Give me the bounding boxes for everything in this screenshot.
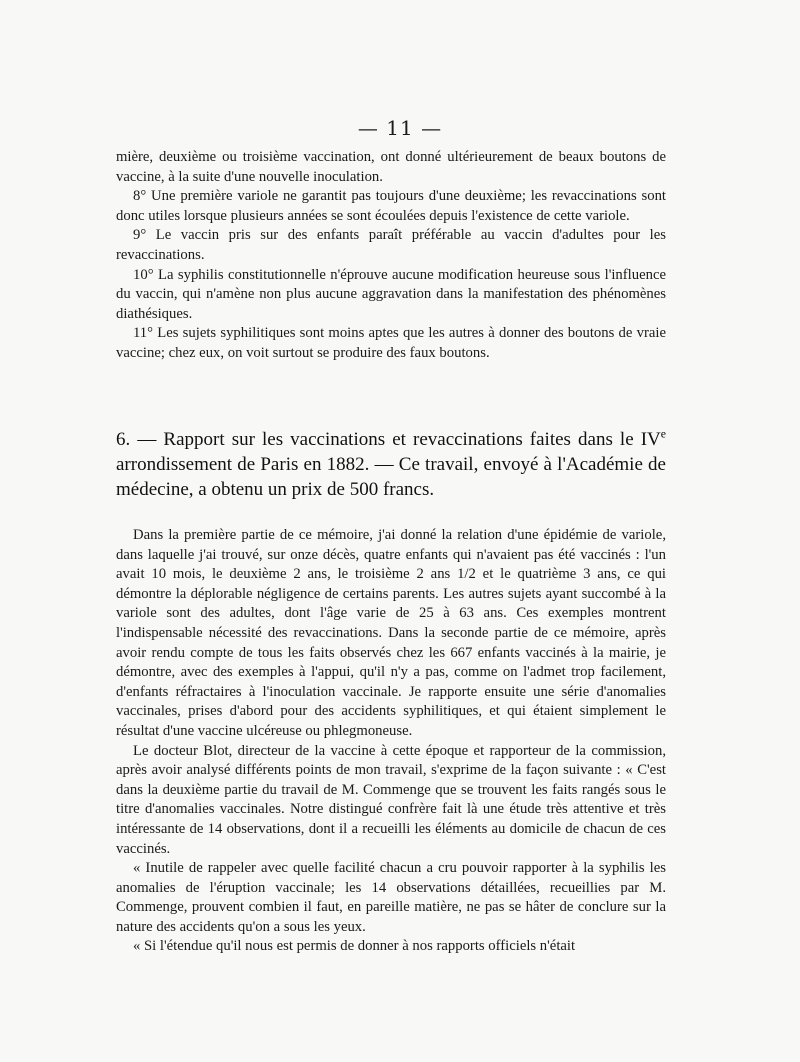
- body-paragraph-4: « Si l'étendue qu'il nous est permis de donner à nos rapports officiels n'était: [133, 938, 576, 955]
- body-section: [116, 526, 666, 957]
- section-title-start: Rapport sur les vaccinations et revaccinations faites dans le: [163, 429, 641, 450]
- body-paragraph-3: « Inutile de rappeler avec quelle facilité chacun a cru pouvoir rapporter à la syphilis les anomalies de l'éruption vaccinale; les 14 observations détaillées, recueillies par M. Commenge, prouvent combien il faut, en pareille matière, ne pas se hâter de conclure sur la nature des accidents qu'on a sous les yeux.: [116, 860, 666, 935]
- paragraph-continuation: mière, deuxième ou troisième vaccination, ont donné ultérieurement de beaux boutons de vaccine, à la suite d'une nouvelle inoculation.: [116, 149, 666, 185]
- section-number: 6.: [116, 429, 131, 450]
- page-number: — 11 —: [357, 116, 443, 140]
- paragraph-item-10: 10° La syphilis constitutionnelle n'éprouve aucune modification heureuse sous l'influence du vaccin, qui n'amène non plus aucune aggravation dans la manifestation des phénomènes diathésiques.: [116, 266, 666, 322]
- section-dash: —: [137, 429, 157, 450]
- paragraph-item-11: 11° Les sujets syphilitiques sont moins aptes que les autres à donner des boutons de vraie vaccine; chez eux, on voit surtout se produire des faux boutons.: [116, 325, 666, 361]
- section-heading-block: [116, 427, 666, 502]
- section-title-end: arrondissement de Paris en 1882. — Ce travail, envoyé à l'Académie de médecine, a obtenu un prix de 500 francs.: [116, 454, 666, 500]
- section-heading: [116, 427, 666, 502]
- body-paragraph-1: Dans la première partie de ce mémoire, j'ai donné la relation d'une épidémie de variole, dans laquelle j'ai trouvé, sur onze décès, quatre enfants qui n'avaient pas été vaccinés : l'un avait 10 mois, le deuxième 2 ans, le troisième 2 ans 1/2 et le quatrième 3 ans, ce qui démontre la déplorable négligence de certains parents. Les autres sujets ayant succombé à la variole sont des adultes, dont l'âge varie de 25 à 63 ans. Ces exemples montrent l'indispensable nécessité des revaccinations. Dans la seconde partie de ce mémoire, après avoir rendu compte de tous les faits observés chez les 667 enfants vaccinés à la mairie, je démontre, avec des exemples à l'appui, qu'il n'y a pas, comme on l'admet trop facilement, d'enfants réfractaires à l'inoculation vaccinale. Je rapporte ensuite une série d'anomalies vaccinales, prises d'abord pour des accidents syphilitiques, et qui étaient simplement le résultat d'une vaccine ulcéreuse ou phlegmoneuse.: [116, 527, 666, 739]
- paragraph-item-9: 9° Le vaccin pris sur des enfants paraît préférable au vaccin d'adultes pour les revaccinations.: [116, 227, 666, 263]
- top-section: [116, 148, 666, 364]
- body-paragraph-2: Le docteur Blot, directeur de la vaccine à cette époque et rapporteur de la commission, après avoir analysé différents points de mon travail, s'exprime de la façon suivante : « C'est dans la deuxième partie du travail de M. Commenge que se trouvent les faits rangés sous le titre d'anomalies vaccinales. Notre distingué confrère fait là une étude très attentive et très intéressante de 14 observations, dont il a recueilli les éléments au domicile de chacun de ces vaccinés.: [116, 742, 666, 857]
- section-roman-superscript: e: [660, 427, 667, 441]
- section-roman-numeral: IV: [640, 429, 661, 450]
- paragraph-item-8: 8° Une première variole ne garantit pas toujours d'une deuxième; les revaccinations sont donc utiles lorsque plusieurs années se sont écoulées depuis l'existence de cette variole.: [116, 188, 666, 224]
